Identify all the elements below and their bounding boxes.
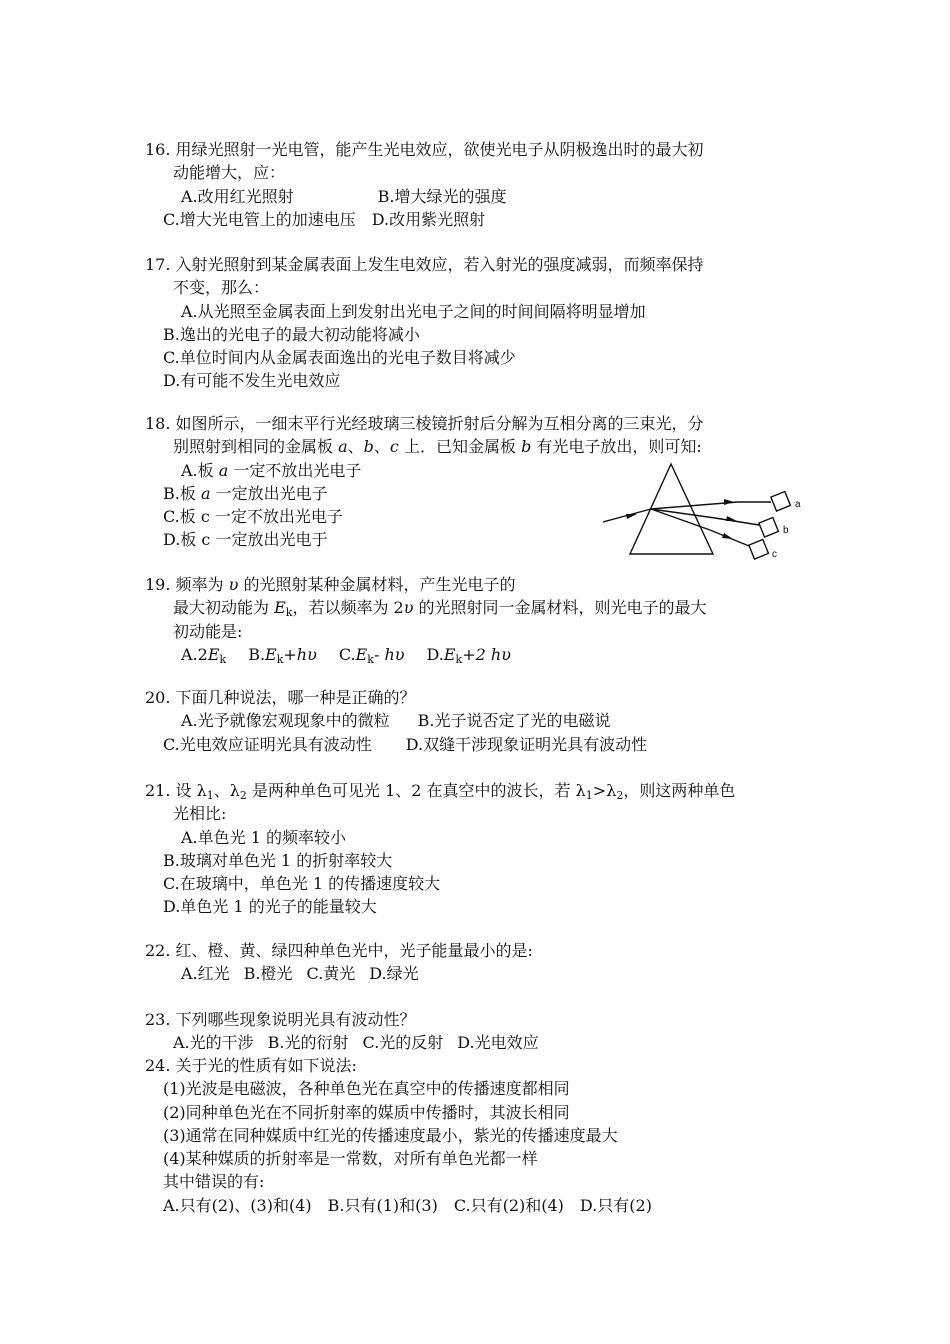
q19-c-nu: υ (394, 644, 405, 664)
q18-sep1: 、 (347, 437, 364, 457)
question-24 (145, 1054, 815, 1217)
q16-option-a: A.改用红光照射 (181, 186, 294, 206)
question-19 (145, 573, 815, 666)
q20-stem-line1: 20. 下面几种说法，哪一种是正确的？ (145, 688, 416, 707)
q24-option-b: B.只有(1)和(3) (327, 1195, 438, 1215)
q19-stem-line1 (145, 573, 815, 596)
question-21 (145, 779, 815, 919)
q19-b-e: E (265, 644, 277, 664)
q24-statement-4: (4)某种媒质的折射率是一常数，对所有单色光都一样 (163, 1149, 538, 1169)
question-16 (145, 138, 815, 231)
q20-options-cd (145, 733, 815, 756)
q17-option-b: B.逸出的光电子的最大初动能将减小 (163, 324, 420, 344)
q19-a-e: E (207, 644, 220, 664)
q23-stem-line1: 23. 下列哪些现象说明光具有波动性？ (145, 1010, 416, 1029)
q18-var-c: c (389, 437, 399, 457)
q16-stem-line2: 动能增大，应： (173, 163, 286, 183)
q17-stem-line1: 17. 入射光照射到某金属表面上发生电效应，若入射光的强度减弱，而频率保持 (145, 255, 704, 274)
q19-stem1-pre: 19. 频率为 (145, 575, 229, 594)
arrow-c-icon (722, 533, 733, 539)
arrow-incident-icon (626, 514, 637, 519)
q19-nu2: υ (403, 598, 414, 618)
q22-option-b: B.橙光 (243, 964, 293, 984)
q16-stem-line1: 16. 用绿光照射一光电管，能产生光电效应，欲使光电子从阴极逸出时的最大初 (145, 140, 704, 159)
q19-stem2-mid: ，若以频率为 2 (292, 598, 404, 618)
q19-c-pre: C. (338, 644, 356, 664)
q21-option-a: A.单色光 1 的频率较小 (181, 827, 346, 847)
q18-stem2-text: 别照射到相同的金属板 (173, 437, 339, 457)
q19-option-c (339, 645, 405, 664)
q16-option-b: B.增大绿光的强度 (377, 186, 507, 206)
ray-b-out (715, 518, 759, 525)
q18-sep2: 、 (373, 437, 390, 457)
q18-b-pre: B.板 (163, 483, 201, 503)
q19-b-post: +h (283, 644, 308, 664)
q21-option-c: C.在玻璃中，单色光 1 的传播速度较大 (163, 874, 441, 894)
q18-option-c: C.板 c 一定不放出光电子 (163, 507, 343, 527)
q20-options-ab (145, 709, 815, 732)
q22-option-c: C.黄光 (306, 964, 356, 984)
plate-a (771, 492, 791, 512)
q19-option-b (248, 645, 317, 664)
q20-option-a: A.光予就像宏观现象中的微粒 (181, 711, 390, 731)
q19-ek-sub: k (285, 606, 293, 620)
q18-stem-line2 (145, 435, 815, 458)
plate-label-a: a (795, 499, 801, 510)
q21-option-d: D.单色光 1 的光子的能量较大 (163, 897, 377, 917)
prism-figure (603, 462, 813, 566)
q19-stem2-pre: 最大初动能为 (173, 598, 275, 618)
q23-option-a: A.光的干涉 (173, 1033, 254, 1053)
q16-options-cd (145, 208, 815, 231)
prism-diagram (603, 462, 813, 566)
q19-stem-line2 (145, 596, 815, 619)
q21-stem-line2: 光相比: (173, 804, 227, 824)
q18-b-post: 一定放出光电子 (210, 483, 328, 503)
q19-b-pre: B. (248, 644, 266, 664)
q23-option-b: B.光的衍射 (267, 1033, 349, 1053)
q24-stem-line1: 24. 关于光的性质有如下说法: (145, 1056, 357, 1075)
plate-b (759, 518, 779, 538)
q19-c-sub: k (367, 652, 374, 666)
q18-stem-line1: 18. 如图所示，一细末平行光经玻璃三棱镜折射后分解为互相分离的三束光，分 (145, 414, 704, 433)
q19-d-e: E (443, 644, 456, 664)
q18-b-var: a (200, 483, 211, 503)
q20-option-b: B.光子说否定了光的电磁说 (417, 711, 611, 731)
q21-sub1: 1 (206, 789, 214, 802)
q19-ek: E (274, 598, 286, 618)
q16-options-ab (145, 185, 815, 208)
question-20 (145, 686, 815, 756)
q19-a-sub: k (219, 652, 227, 666)
q23-options (145, 1031, 815, 1054)
plate-label-b: b (783, 525, 789, 536)
ray-b (651, 509, 715, 518)
q24-prompt: 其中错误的有: (163, 1172, 265, 1192)
q19-b-nu: υ (307, 644, 317, 664)
q19-c-e: E (355, 644, 368, 664)
question-17 (145, 253, 815, 393)
q18-var-b: b (363, 437, 374, 457)
q23-option-c: C.光的反射 (362, 1033, 444, 1053)
q21-stem-line1 (145, 779, 815, 802)
q17-option-d: D.有可能不发生光电效应 (163, 371, 341, 391)
q24-statement-2: (2)同种单色光在不同折射率的媒质中传播时，其波长相同 (163, 1102, 570, 1122)
q17-option-c: C.单位时间内从金属表面逸出的光电子数目将减少 (163, 348, 516, 368)
q19-nu: υ (228, 575, 239, 594)
q17-option-a: A.从光照至金属表面上到发射出光电子之间的时间间隔将明显增加 (181, 301, 646, 321)
q18-a-post: 一定不放出光电子 (228, 460, 362, 480)
q21-stem1-mid2: 是两种单色可见光 1、2 在真空中的波长，若 λ (246, 781, 586, 800)
q18-var-b2: b (521, 437, 532, 457)
q22-option-a: A.红光 (181, 964, 230, 984)
question-22 (145, 939, 815, 986)
q18-stem2-post: 有光电子放出，则可知: (531, 437, 702, 457)
q16-option-c: C.增大光电管上的加速电压 (163, 209, 356, 229)
plate-label-c: c (772, 549, 777, 560)
q19-d-post: +2 h (462, 644, 502, 664)
prism-triangle (630, 464, 713, 554)
q16-option-d: D.改用紫光照射 (371, 209, 486, 229)
q19-d-pre: D. (426, 644, 444, 664)
arrow-a-icon (724, 499, 734, 505)
q19-a-pre: A.2 (181, 644, 208, 664)
q21-sub3: 1 (585, 789, 593, 802)
q21-sub4: 2 (616, 789, 624, 802)
q19-c-post: - h (373, 644, 395, 664)
q21-stem1-mid3: >λ (592, 781, 617, 800)
q21-sub2: 2 (239, 789, 247, 802)
q21-stem1-post: ，则这两种单色 (623, 781, 736, 800)
q22-options (145, 962, 815, 985)
q20-option-c: C.光电效应证明光具有波动性 (163, 734, 372, 754)
arrow-b-icon (726, 516, 737, 521)
q19-b-sub: k (276, 652, 284, 666)
q17-stem-line2: 不变，那么： (173, 278, 270, 298)
q22-option-d: D.绿光 (369, 964, 419, 984)
q18-option-d: D.板 c 一定放出光电于 (163, 530, 328, 550)
q24-option-d: D.只有(2) (579, 1195, 652, 1215)
q24-options (145, 1194, 815, 1217)
q18-a-var: a (218, 460, 229, 480)
q22-stem-line1: 22. 红、橙、黄、绿四种单色光中，光子能量最小的是: (145, 941, 533, 960)
q19-option-a (181, 645, 226, 664)
q19-options (145, 643, 815, 666)
q21-stem1-mid: 、λ (213, 781, 240, 800)
q23-option-d: D.光电效应 (457, 1033, 539, 1053)
q18-var-a: a (338, 437, 348, 457)
q24-statement-1: (1)光波是电磁波，各种单色光在真空中的传播速度都相同 (163, 1079, 570, 1099)
plate-c (749, 540, 769, 560)
q19-d-sub: k (455, 652, 463, 666)
q18-stem2-mid: 上．已知金属板 (398, 437, 522, 457)
q24-option-a: A.只有(2)、(3)和(4) (163, 1195, 312, 1215)
q21-option-b: B.玻璃对单色光 1 的折射率较大 (163, 850, 393, 870)
question-23 (145, 1008, 815, 1055)
q19-option-d (427, 645, 511, 664)
q20-option-d: D.双缝干涉现象证明光具有波动性 (405, 734, 648, 754)
ray-c (651, 509, 710, 530)
q19-stem-line3: 初动能是: (173, 621, 243, 641)
q18-a-pre: A.板 (181, 460, 219, 480)
q24-option-c: C.只有(2)和(4) (453, 1195, 564, 1215)
q21-stem1-pre: 21. 设 λ (145, 781, 207, 800)
q24-statement-3: (3)通常在同种媒质中红光的传播速度最小，紫光的传播速度最大 (163, 1125, 618, 1145)
q19-stem1-post: 的光照射某种金属材料，产生光电子的 (238, 575, 516, 594)
q19-stem2-post: 的光照射同一金属材料，则光电子的最大 (413, 598, 707, 618)
q19-d-nu: υ (501, 644, 511, 664)
